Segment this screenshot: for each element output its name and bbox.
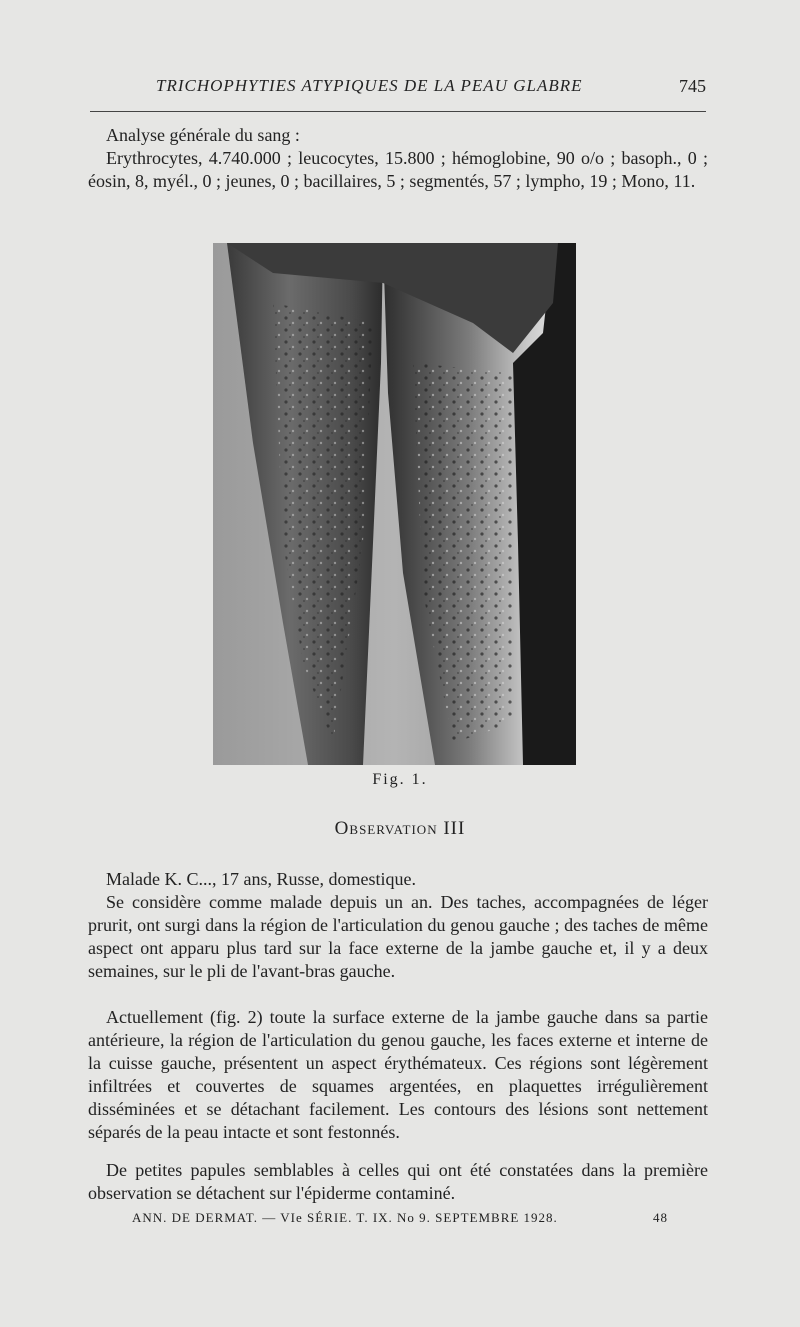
page-number: 745: [679, 76, 706, 96]
papules-paragraph: De petites papules semblables à celles qui ont été constatées dans la première observation se détachent sur l'épiderme contaminé.: [88, 1160, 708, 1203]
legs-photograph: [213, 243, 576, 765]
history-paragraph: Se considère comme malade depuis un an. Des taches, accompagnées de léger prurit, ont surgi dans la région de l'articulation du genou gauche ; des taches de même aspect ont apparu plus tard sur la face externe de la jambe gauche et, il y a deux semaines, sur le pli de l'avant-bras gauche.: [88, 892, 708, 981]
observation-title-initial: O: [334, 818, 350, 839]
running-header: [90, 76, 706, 106]
clinical-photo-legs: [213, 243, 576, 765]
signature-number: 48: [653, 1210, 668, 1225]
observation-title-rest: bservation III: [349, 818, 466, 839]
figure-caption: Fig. 1.: [372, 771, 428, 788]
patient-intro: Malade K. C..., 17 ans, Russe, domestique.: [106, 869, 416, 889]
header-rule: [90, 111, 706, 112]
journal-reference: ANN. DE DERMAT. — VIe SÉRIE. T. IX. No 9. SEPTEMBRE 1928.: [132, 1210, 558, 1225]
current-state-paragraph: Actuellement (fig. 2) toute la surface externe de la jambe gauche dans sa partie antérieure, la région de l'articulation du genou gauche, les faces externe et interne de la cuisse gauche, présentent un aspect érythémateux. Ces régions sont légèrement infiltrées et couvertes de squames argentées, en plaquettes irrégulièrement disséminées et se détachant facilement. Les contours des lésions sont nettement séparés de la peau intacte et sont festonnés.: [88, 1007, 708, 1142]
running-title: TRICHOPHYTIES ATYPIQUES DE LA PEAU GLABRE: [156, 76, 583, 95]
observation-title: [0, 818, 800, 840]
blood-analysis-heading: Analyse générale du sang :: [106, 125, 300, 145]
blood-analysis-values: Erythrocytes, 4.740.000 ; leucocytes, 15.800 ; hémoglobine, 90 o/o ; basoph., 0 ; éosin, 8, myél., 0 ; jeunes, 0 ; bacillaires, 5 ; segmentés, 57 ; lympho, 19 ; Mono, 11.: [88, 148, 708, 191]
page-footer: [132, 1210, 672, 1230]
